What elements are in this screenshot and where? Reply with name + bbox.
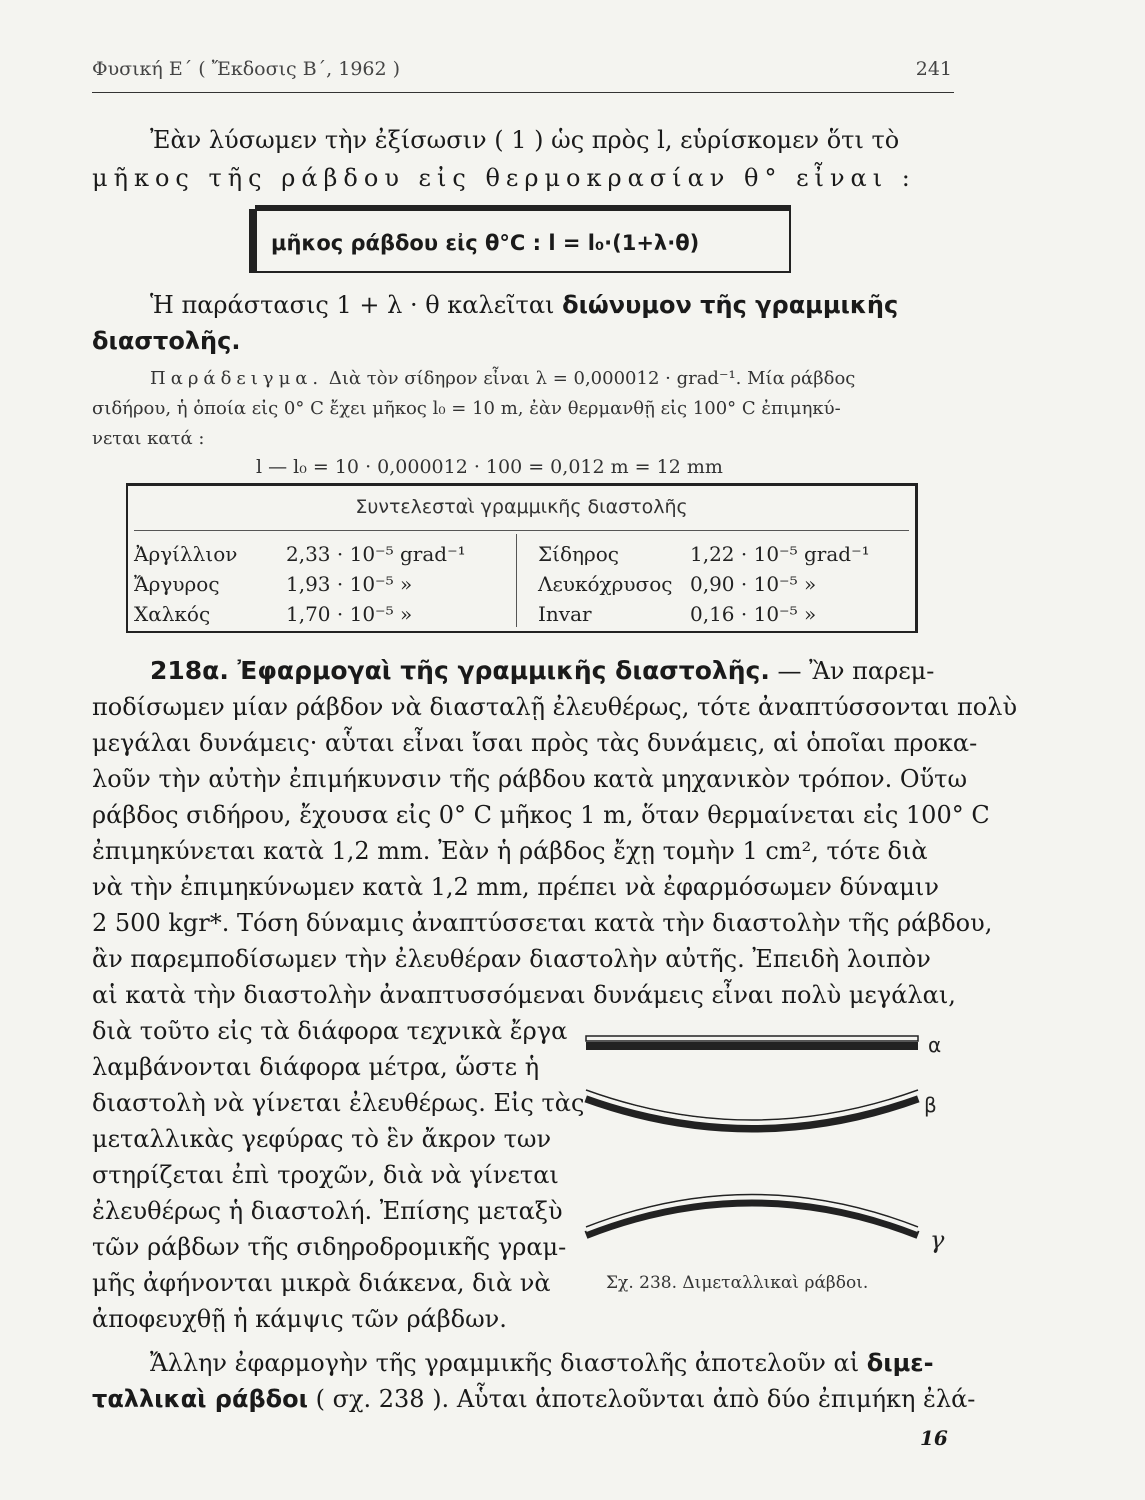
narrow-line: ἀποφευχθῇ ἡ κάμψις τῶν ράβδων. xyxy=(92,1305,507,1333)
binomial-text: Ἡ παράστασις 1 + λ · θ καλεῖται xyxy=(150,291,563,319)
figure-caption: Σχ. 238. Διμεταλλικαὶ ράβδοι. xyxy=(606,1273,869,1293)
narrow-line: διὰ τοῦτο εἰς τὰ διάφορα τεχνικὰ ἔργα xyxy=(92,1017,568,1045)
intro-line-2: μῆκος τῆς ράβδου εἰς θερμοκρασίαν θ° εἶναι : xyxy=(92,164,916,192)
rod-bent-up xyxy=(586,1195,918,1236)
table-column-divider xyxy=(516,534,517,627)
label-c: γ xyxy=(930,1226,945,1254)
formula-box: μῆκος ράβδου εἰς θ°C : l = l₀·(1+λ·θ) xyxy=(255,209,791,273)
section-line: ποδίσωμεν μίαν ράβδον νὰ διασταλῇ ἐλευθέρως, τότε ἀναπτύσσονται πολὺ xyxy=(92,693,1018,721)
narrow-line: τῶν ράβδων τῆς σιδηροδρομικῆς γραμ- xyxy=(92,1233,567,1261)
section-line: ἂν παρεμποδίσωμεν τὴν ἐλευθέραν διαστολὴν αὐτῆς. Ἐπειδὴ λοιπὸν xyxy=(92,945,931,973)
section-line: νὰ τὴν ἐπιμηκύνωμεν κατὰ 1,2 mm, πρέπει νὰ ἐφαρμόσωμεν δύναμιν xyxy=(92,873,939,901)
row-name: Χαλκός xyxy=(134,602,211,626)
row-name: Invar xyxy=(538,602,592,626)
section-line: λοῦν τὴν αὐτὴν ἐπιμήκυνσιν τῆς ράβδου κατὰ μηχανικὸν τρόπον. Οὕτω xyxy=(92,765,968,793)
example-text: Διὰ τὸν σίδηρον εἶναι λ = 0,000012 · grad⁻¹. Μία ράβδος xyxy=(323,368,856,389)
row-name: Ἀργίλλιον xyxy=(134,542,238,566)
final-bold-term: ταλλικαὶ ράβδοι xyxy=(92,1385,308,1413)
section-text: — Ἂν παρεμ- xyxy=(777,657,935,685)
final-bold: διμε- xyxy=(866,1349,934,1377)
header-title: Φυσική Ε΄ ( Ἔκδοσις Β΄, 1962 ) xyxy=(92,58,401,80)
label-a: α xyxy=(928,1033,942,1057)
section-heading: 218α. Ἐφαρμογαὶ τῆς γραμμικῆς διαστολῆς. xyxy=(150,656,770,685)
section-line: μεγάλαι δυνάμεις· αὗται εἶναι ἴσαι πρὸς τὰς δυνάμεις, αἱ ὁποῖαι προκα- xyxy=(92,729,978,757)
rod-bent-down xyxy=(586,1090,918,1128)
narrow-line: μεταλλικὰς γεφύρας τὸ ἓν ἄκρον των xyxy=(92,1125,552,1153)
example-line-2: σιδήρου, ἡ ὁποία εἰς 0° C ἔχει μῆκος l₀ = 10 m, ἐὰν θερμανθῇ εἰς 100° C ἐπιμηκύ- xyxy=(92,398,841,419)
narrow-line: λαμβάνονται διάφορα μέτρα, ὥστε ἡ xyxy=(92,1053,540,1081)
binomial-line-2: διαστολῆς. xyxy=(92,327,241,355)
binomial-line-1 xyxy=(150,287,898,323)
final-line-2 xyxy=(92,1381,975,1417)
signature-mark: 16 xyxy=(920,1426,948,1450)
section-line: 2 500 kgr*. Τόση δύναμις ἀναπτύσσεται κατὰ τὴν διαστολὴν τῆς ράβδου, xyxy=(92,909,993,937)
example-line-1 xyxy=(150,364,855,394)
section-first-line xyxy=(150,653,934,689)
running-header xyxy=(92,52,954,93)
row-value: 0,90 · 10⁻⁵ » xyxy=(690,572,817,596)
row-value: 2,33 · 10⁻⁵ grad⁻¹ xyxy=(286,542,466,566)
row-value: 0,16 · 10⁻⁵ » xyxy=(690,602,817,626)
section-line: ράβδος σιδήρου, ἔχουσα εἰς 0° C μῆκος 1 m, ὅταν θερμαίνεται εἰς 100° C xyxy=(92,801,990,829)
table-title: Συντελεσταὶ γραμμικῆς διαστολῆς xyxy=(355,496,688,518)
section-line: αἱ κατὰ τὴν διαστολὴν ἀναπτυσσόμεναι δυνάμεις εἶναι πολὺ μεγάλαι, xyxy=(92,981,956,1009)
page-number: 241 xyxy=(915,58,952,80)
row-value: 1,93 · 10⁻⁵ » xyxy=(286,572,413,596)
row-name: Λευκόχρυσος xyxy=(538,572,673,596)
row-name: Ἄργυρος xyxy=(134,572,220,596)
label-b: β xyxy=(924,1093,937,1117)
example-line-3: νεται κατά : xyxy=(92,428,205,449)
final-text: Ἄλλην ἐφαρμογὴν τῆς γραμμικῆς διαστολῆς ἀποτελοῦν αἱ xyxy=(150,1349,867,1377)
coefficients-table xyxy=(126,483,918,633)
section-line: ἐπιμηκύνεται κατὰ 1,2 mm. Ἐὰν ἡ ράβδος ἔχῃ τομὴν 1 cm², τότε διὰ xyxy=(92,837,928,865)
example-calc: l — l₀ = 10 · 0,000012 · 100 = 0,012 m = 12 mm xyxy=(256,456,723,478)
row-value: 1,70 · 10⁻⁵ » xyxy=(286,602,413,626)
bimetal-figure xyxy=(578,1020,958,1300)
narrow-line: διαστολὴ νὰ γίνεται ἐλευθέρως. Εἰς τὰς xyxy=(92,1089,585,1117)
binomial-bold: διώνυμον τῆς γραμμικῆς xyxy=(562,291,899,319)
final-line-1 xyxy=(150,1345,934,1381)
bimetal-rods-svg xyxy=(578,1020,958,1300)
narrow-line: ἐλευθέρως ἡ διαστολή. Ἐπίσης μεταξὺ xyxy=(92,1197,563,1225)
intro-line-1: Ἐὰν λύσωμεν τὴν ἐξίσωσιν ( 1 ) ὡς πρὸς l, εὑρίσκομεν ὅτι τὸ xyxy=(150,126,900,154)
table-divider xyxy=(134,530,909,531)
example-label: Παράδειγμα. xyxy=(150,368,324,389)
final-text-2: ( σχ. 238 ). Αὗται ἀποτελοῦνται ἀπὸ δύο ἐπιμήκη ἐλά- xyxy=(307,1385,976,1413)
narrow-line: μῆς ἀφήνονται μικρὰ διάκενα, διὰ νὰ xyxy=(92,1269,551,1297)
row-value: 1,22 · 10⁻⁵ grad⁻¹ xyxy=(690,542,870,566)
row-name: Σίδηρος xyxy=(538,542,620,566)
rod-straight xyxy=(586,1036,918,1050)
narrow-line: στηρίζεται ἐπὶ τροχῶν, διὰ νὰ γίνεται xyxy=(92,1161,559,1189)
